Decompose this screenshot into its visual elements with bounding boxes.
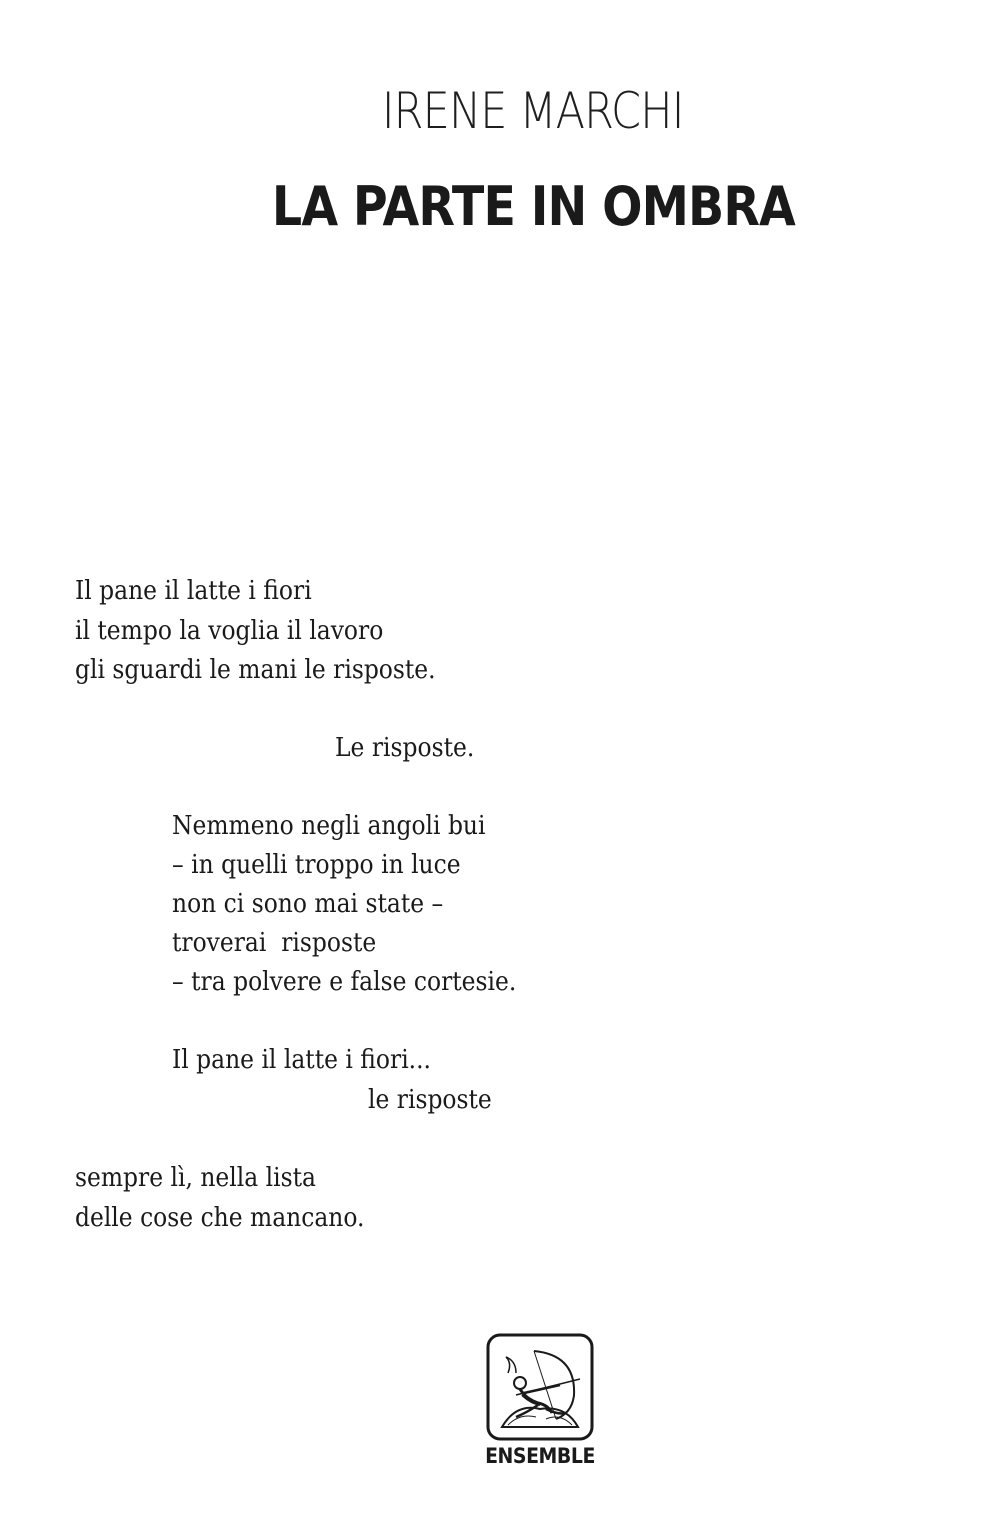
book-title: LA PARTE IN OMBRA bbox=[271, 175, 795, 238]
poem-line: gli sguardi le mani le risposte. bbox=[75, 655, 436, 685]
poem-line: – in quelli troppo in luce bbox=[172, 850, 461, 880]
poem-line: delle cose che mancano. bbox=[75, 1203, 365, 1233]
poem-line: Nemmeno negli angoli bui bbox=[172, 811, 486, 841]
poem-line: Il pane il latte i fiori... bbox=[172, 1045, 431, 1075]
poem-line: Il pane il latte i fiori bbox=[75, 576, 312, 606]
poem-line: non ci sono mai state – bbox=[172, 889, 444, 919]
author-name: IRENE MARCHI bbox=[381, 82, 684, 140]
publisher-name: ENSEMBLE bbox=[485, 1444, 595, 1468]
poem-line: Le risposte. bbox=[335, 733, 475, 763]
poem-line: il tempo la voglia il lavoro bbox=[75, 616, 384, 646]
poem-line: sempre lì, nella lista bbox=[75, 1163, 316, 1193]
poem-line: troverai risposte bbox=[172, 928, 377, 958]
archer-logo-icon bbox=[486, 1333, 594, 1441]
poem-line: le risposte bbox=[368, 1085, 492, 1115]
poem-line: – tra polvere e false cortesie. bbox=[172, 967, 517, 997]
